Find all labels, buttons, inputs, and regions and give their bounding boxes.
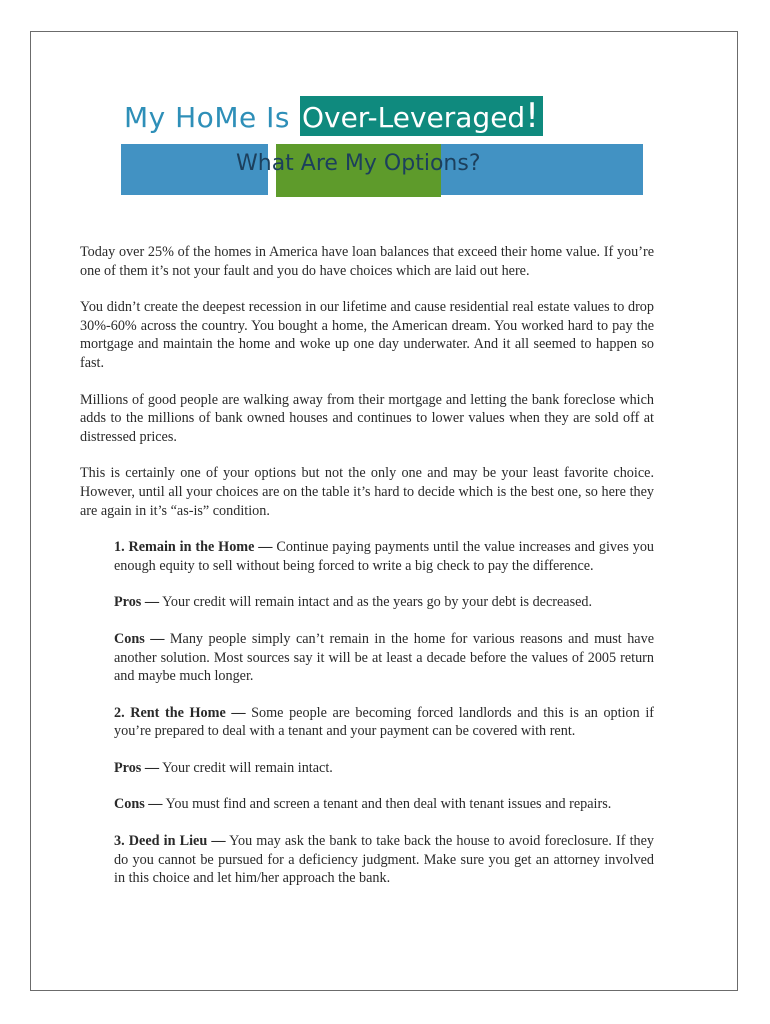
intro-paragraph: This is certainly one of your options but not the only one and may be your least favorite choice. However, until all your choices are on the table it’s hard to decide which is the best one, so here they are again in it’s “as-is” condition.: [80, 465, 654, 519]
option-heading: Cons —: [114, 796, 163, 813]
intro-paragraph: Today over 25% of the homes in America have loan balances that exceed their home value. If you’re one of them it’s not your fault and you do have choices which are laid out here.: [80, 244, 654, 279]
title-part-2: Over-Leveraged: [301, 101, 526, 134]
option-item: [114, 832, 654, 888]
page-title: [124, 96, 543, 136]
option-text: You may ask the bank to take back the house to avoid foreclosure. If they do you cannot be pursued for a deficiency judgment. Make sure you get an attorney involved in this choice and let him/her approach the bank.: [114, 833, 655, 887]
document-body: [80, 243, 654, 906]
option-text: Some people are becoming forced landlords and this is an option if you’re prepared to deal with a tenant and your payment can be covered with rent.: [114, 704, 654, 740]
options-list: [80, 538, 654, 888]
title-part-1: My HoMe Is: [124, 101, 290, 134]
option-item: [114, 630, 654, 686]
option-heading: Cons —: [114, 630, 165, 647]
option-heading: 3. Deed in Lieu —: [114, 833, 226, 850]
intro-paragraph: Millions of good people are walking away from their mortgage and letting the bank foreclose which adds to the millions of bank owned houses and continues to lower values when they are sold off at distressed prices.: [80, 391, 654, 445]
option-text: Your credit will remain intact.: [159, 759, 333, 776]
option-text: You must find and screen a tenant and then deal with tenant issues and repairs.: [162, 796, 612, 813]
title-exclamation: !: [525, 96, 539, 136]
option-heading: Pros —: [114, 594, 160, 611]
option-heading: 1. Remain in the Home —: [114, 539, 273, 556]
title-highlight: [300, 96, 543, 136]
option-heading: Pros —: [114, 759, 160, 776]
option-item: [114, 759, 654, 778]
option-text: Many people simply can’t remain in the home for various reasons and must have another solution. Most sources say it will be at least a decade before the values of 2005 return and maybe much longer.: [114, 630, 654, 685]
intro-paragraph: You didn’t create the deepest recession in our lifetime and cause residential real estate values to drop 30%-60% across the country. You bought a home, the American dream. You worked hard to pay the mortgage and maintain the home and woke up one day underwater. And it all seemed to happen so fast.: [80, 299, 654, 371]
option-item: [114, 593, 654, 612]
option-item: [114, 538, 654, 575]
page-subtitle: What Are My Options?: [236, 151, 481, 176]
option-item: [114, 795, 654, 814]
option-heading: 2. Rent the Home —: [114, 704, 246, 721]
option-text: Continue paying payments until the value increases and gives you enough equity to sell without being forced to write a big check to pay the difference.: [114, 539, 655, 574]
option-text: Your credit will remain intact and as the years go by your debt is decreased.: [159, 594, 593, 611]
option-item: [114, 704, 654, 741]
